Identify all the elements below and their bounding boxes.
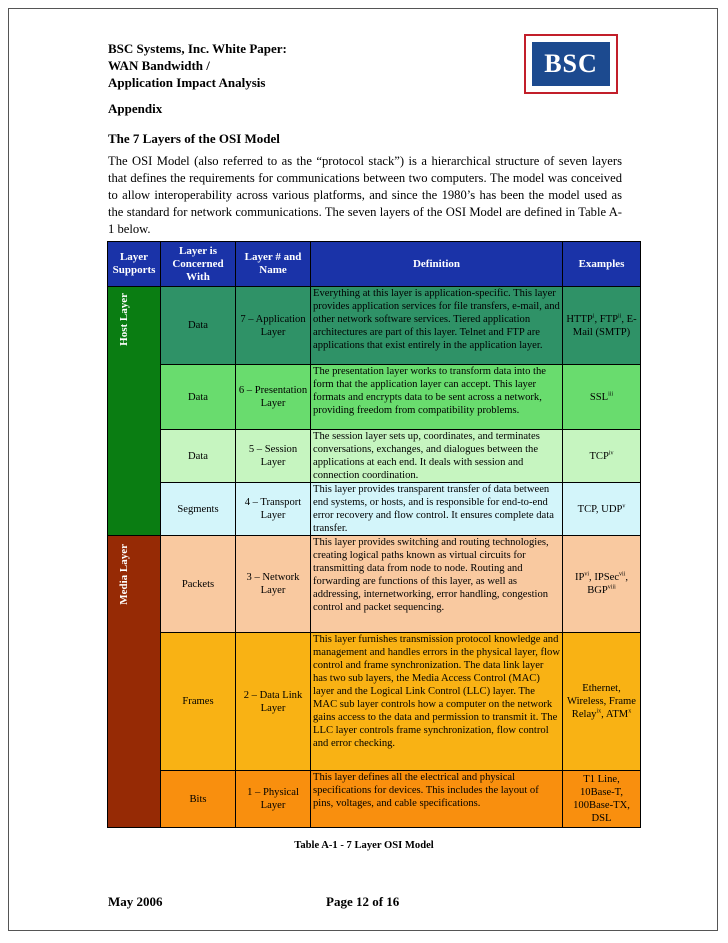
example-text: , ATM [601,709,629,720]
layer-number-cell: 2 – Data Link Layer [236,633,311,771]
examples-cell [563,633,641,771]
media-layer-cell [108,536,161,828]
document-header [108,40,287,91]
table-row [108,287,641,365]
definition-cell: This layer provides switching and routing technologies, creating logical paths known as virtual circuits for transmitting data from node to node. Routing and forwarding are functions of this layer, as well as addressing, internetworking, error handling, congestion control and packet sequencing. [311,536,563,633]
footnote-ref: x [628,708,632,715]
footnote-ref: ix [596,708,602,715]
footer-page-number: Page 12 of 16 [326,894,400,909]
examples-cell [563,536,641,633]
example-text: , E-Mail (SMTP) [572,313,637,338]
header-examples: Examples [563,242,641,287]
host-layer-cell [108,287,161,536]
examples-cell [563,365,641,430]
host-layer-label: Host Layer [118,293,130,346]
examples-cell [563,771,641,828]
examples-cell [563,287,641,365]
header-layer-number: Layer # and Name [236,242,311,287]
layer-number-cell: 6 – Presentation Layer [236,365,311,430]
table-row [108,633,641,771]
concerned-cell: Data [161,287,236,365]
layer-number-cell: 5 – Session Layer [236,430,311,483]
layer-number-cell: 7 – Application Layer [236,287,311,365]
layer-number-cell: 1 – Physical Layer [236,771,311,828]
examples-cell [563,483,641,536]
footnote-ref: viii [607,584,616,591]
definition-cell: The session layer sets up, coordinates, and terminates conversations, exchanges, and dialogues between the applications at each end. It deals with session and connection coordination. [311,430,563,483]
example-text: , FTP [594,313,619,325]
example-text: TCP [589,450,609,462]
definition-cell: This layer provides transparent transfer of data between end systems, or hosts, and is responsible for end-to-end error recovery and flow control. It ensures complete data transfer. [311,483,563,536]
table-row [108,483,641,536]
example-text: , BGP [587,572,629,596]
osi-table [107,241,641,828]
footnote-ref: vii [619,571,626,578]
bsc-logo [524,34,618,94]
definition-cell: This layer defines all the electrical and physical specifications for devices. This includes the layout of pins, voltages, and cable specifications. [311,771,563,828]
layer-number-cell: 3 – Network Layer [236,536,311,633]
concerned-cell: Data [161,365,236,430]
footnote-ref: v [622,502,626,509]
footnote-ref: ii [618,312,622,319]
example-text: IP [574,572,585,583]
table-row [108,365,641,430]
layer-number-cell: 4 – Transport Layer [236,483,311,536]
header-line-2: WAN Bandwidth / [108,58,210,73]
header-line-1: BSC Systems, Inc. White Paper: [108,41,287,56]
table-row [108,536,641,633]
table-row [108,771,641,828]
concerned-cell: Segments [161,483,236,536]
media-layer-label: Media Layer [118,544,130,605]
definition-cell: This layer furnishes transmission protocol knowledge and management and handles errors in the physical layer, flow control and frame synchronization. The data link layer has two sub layers, the Media Access Control (MAC) layer and the Logical Link Control (LLC) layer. The MAC sub layer controls how a computer on the network gains access to the data and permission to transmit it. The LLC layer controls frame synchronization, flow control and error checking. [311,633,563,771]
definition-cell: Everything at this layer is application-specific. This layer provides application services for file transfers, e-mail, and other network software services. Tiered application architectures are part of this layer. Telnet and FTP are applications that exist entirely in the application layer. [311,287,563,365]
definition-cell: The presentation layer works to transform data into the form that the application layer can accept. This layer formats and encrypts data to be sent across a network, providing freedom from compatibility problems. [311,365,563,430]
section-title: The 7 Layers of the OSI Model [108,131,280,146]
header-layer-supports: Layer Supports [108,242,161,287]
header-line-3: Application Impact Analysis [108,75,266,90]
header-concerned-with: Layer is Concerned With [161,242,236,287]
example-text: TCP, UDP [577,503,623,515]
concerned-cell: Packets [161,536,236,633]
concerned-cell: Bits [161,771,236,828]
bsc-logo-text: BSC [532,42,610,86]
footnote-ref: iv [608,449,614,456]
example-text: Ethernet, Wireless, Frame Relay [567,683,636,720]
table-caption: Table A-1 - 7 Layer OSI Model [294,840,434,851]
table-header-row [108,242,641,287]
table-row [108,430,641,483]
example-text: HTTP [566,313,593,325]
footnote-ref: vi [584,571,590,578]
footnote-ref: i [592,312,595,319]
example-text: T1 Line, 10Base-T, 100Base-TX, DSL [573,774,630,824]
header-definition: Definition [311,242,563,287]
intro-paragraph: The OSI Model (also referred to as the “protocol stack”) is a hierarchical structure of seven layers that defines the requirements for communications between two computers. The model was conceived to allow interoperability across various platforms, and since the 1980’s has been the model used as the standard for network communications. The seven layers of the OSI Model are defined in Table A-1 below. [108,154,622,236]
examples-cell [563,430,641,483]
footnote-ref: iii [608,390,614,397]
example-text: , IPSec [589,572,620,583]
example-text: SSL [589,391,609,403]
concerned-cell: Data [161,430,236,483]
footer-date: May 2006 [108,894,163,909]
concerned-cell: Frames [161,633,236,771]
appendix-heading: Appendix [108,101,163,116]
